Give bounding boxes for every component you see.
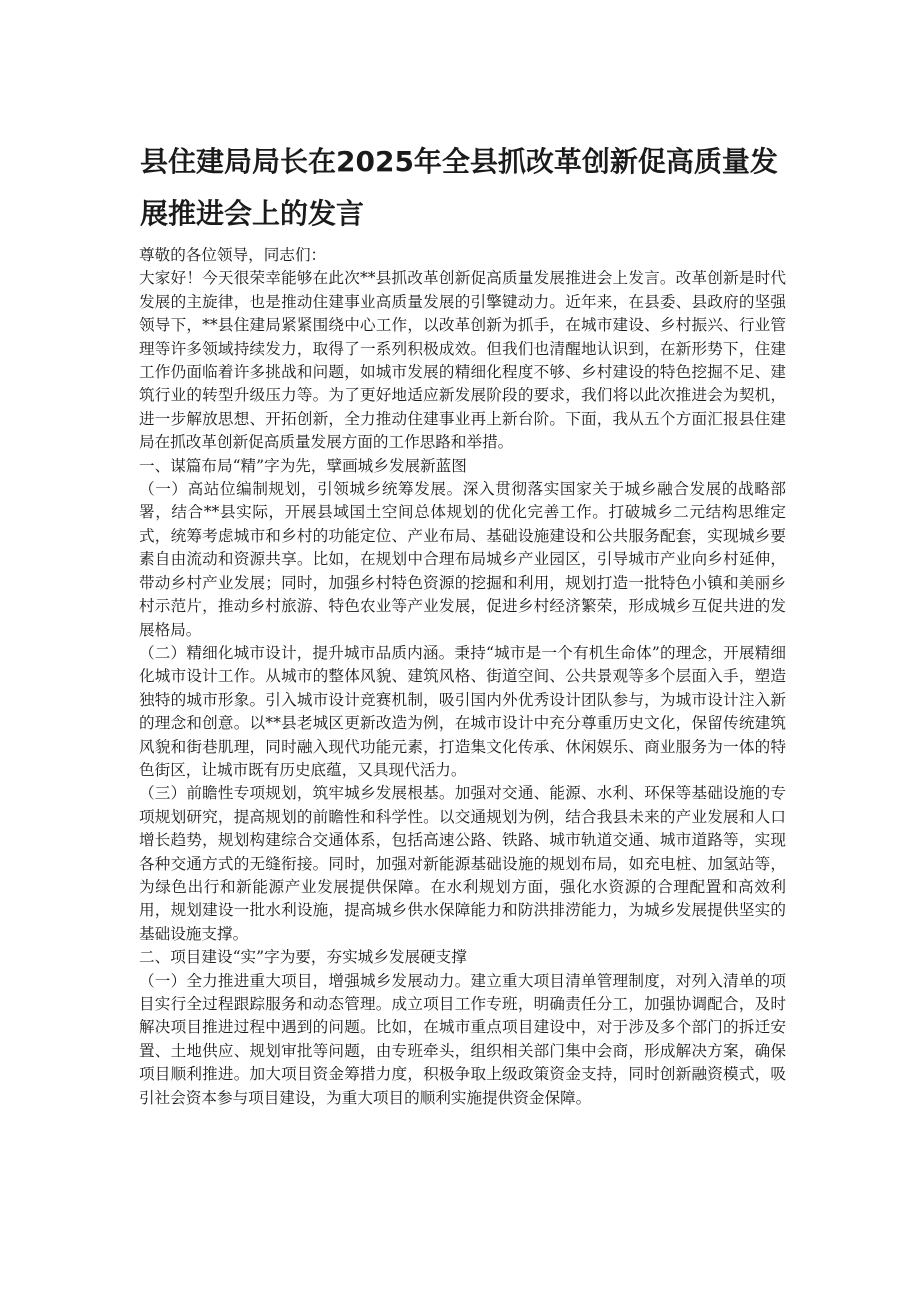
paragraph-intro: 大家好！今天很荣幸能够在此次**县抓改革创新促高质量发展推进会上发言。改革创新是时代发展的主旋律，也是推动住建事业高质量发展的引擎键动力。近年来，在县委、县政府的坚强领导下，**县住建局紧紧围绕中心工作，以改革创新为抓手，在城市建设、乡村振兴、行业管理等许多领域持续发力，取得了一系列积极成效。但我们也清醒地认识到，在新形势下，住建工作仍面临着许多挑战和问题，如城市发展的精细化程度不够、乡村建设的特色挖掘不足、建筑行业的转型升级压力等。为了更好地适应新发展阶段的要求，我们将以此次推进会为契机，进一步解放思想、开拓创新，全力推动住建事业再上新台阶。下面，我从五个方面汇报县住建局在抓改革创新促高质量发展方面的工作思路和举措。 bbox=[139, 269, 786, 452]
section-heading-2: 二、项目建设“实”字为要，夯实城乡发展硬支撑 bbox=[139, 948, 467, 967]
section-heading-1: 一、谋篇布局“精”字为先，擘画城乡发展新蓝图 bbox=[139, 456, 467, 475]
page-title: 县住建局局长在2025年全县抓改革创新促高质量发展推进会上的发言 bbox=[140, 145, 778, 230]
paragraph-1-2: （二）精细化城市设计，提升城市品质内涵。秉持“城市是一个有机生命体”的理念，开展精细化城市设计工作。从城市的整体风貌、建筑风格、街道空间、公共景观等多个层面入手，塑造独特的城市形象。引入城市设计竞赛机制，吸引国内外优秀设计团队参与，为城市设计注入新的理念和创意。以**县老城区更新改造为例，在城市设计中充分尊重历史文化，保留传统建筑风貌和街巷肌理，同时融入现代功能元素，打造集文化传承、休闲娱乐、商业服务为一体的特色街区，让城市既有历史底蕴，又具现代活力。 bbox=[139, 643, 786, 779]
salutation: 尊敬的各位领导，同志们： bbox=[139, 246, 327, 264]
document-body bbox=[139, 244, 786, 1110]
paragraph-2-1: （一）全力推进重大项目，增强城乡发展动力。建立重大项目清单管理制度，对列入清单的项目实行全过程跟踪服务和动态管理。成立项目工作专班，明确责任分工，加强协调配合，及时解决项目推进过程中遇到的问题。比如，在城市重点项目建设中，对于涉及多个部门的拆迁安置、土地供应、规划审批等问题，由专班牵头，组织相关部门集中会商，形成解决方案，确保项目顺利推进。加大项目资金筹措力度，积极争取上级政策资金支持，同时创新融资模式，吸引社会资本参与项目建设，为重大项目的顺利实施提供资金保障。 bbox=[139, 971, 786, 1107]
paragraph-1-1: （一）高站位编制规划，引领城乡统筹发展。深入贯彻落实国家关于城乡融合发展的战略部署，结合**县实际，开展县域国土空间总体规划的优化完善工作。打破城乡二元结构思维定式，统筹考虑城市和乡村的功能定位、产业布局、基础设施建设和公共服务配套，实现城乡要素自由流动和资源共享。比如，在规划中合理布局城乡产业园区，引导城市产业向乡村延伸，带动乡村产业发展；同时，加强乡村特色资源的挖掘和利用，规划打造一批特色小镇和美丽乡村示范片，推动乡村旅游、特色农业等产业发展，促进乡村经济繁荣，形成城乡互促共进的发展格局。 bbox=[139, 480, 786, 639]
paragraph-1-3: （三）前瞻性专项规划，筑牢城乡发展根基。加强对交通、能源、水利、环保等基础设施的专项规划研究，提高规划的前瞻性和科学性。以交通规划为例，结合我县未来的产业发展和人口增长趋势，规划构建综合交通体系，包括高速公路、铁路、城市轨道交通、城市道路等，实现各种交通方式的无缝衔接。同时，加强对新能源基础设施的规划布局，如充电桩、加氢站等，为绿色出行和新能源产业发展提供保障。在水利规划方面，强化水资源的合理配置和高效利用，规划建设一批水利设施，提高城乡供水保障能力和防洪排涝能力，为城乡发展提供坚实的基础设施支撑。 bbox=[139, 784, 786, 943]
